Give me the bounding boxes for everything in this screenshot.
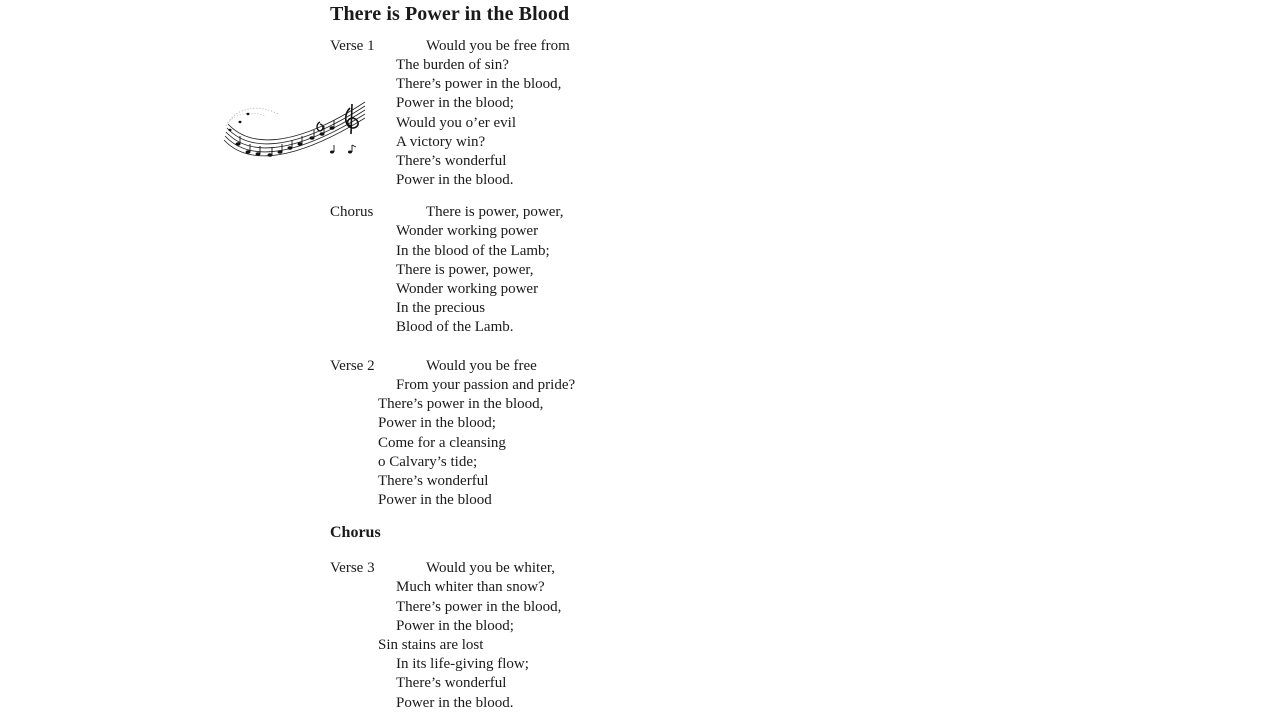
verse-2-line: Power in the blood;: [378, 415, 496, 431]
verse-3-line: There’s wonderful: [396, 675, 507, 691]
verse-2-line: Power in the blood: [378, 492, 492, 508]
verse-1-line: Would you be free from: [426, 38, 570, 54]
verse-1-line: A victory win?: [396, 134, 486, 150]
verse-2-line: o Calvary’s tide;: [378, 454, 478, 470]
music-notes-staff-icon: [220, 100, 370, 174]
verse-3-line: Much whiter than snow?: [396, 579, 545, 595]
verse-3-label: Verse 3: [330, 560, 375, 576]
chorus-line: In the blood of the Lamb;: [396, 243, 550, 259]
chorus-line: Blood of the Lamb.: [396, 319, 514, 335]
verse-1-line: Would you o’er evil: [396, 115, 517, 131]
verse-1-line: Power in the blood.: [396, 172, 514, 188]
verse-3-line: Would you be whiter,: [426, 560, 556, 576]
verse-2-line: There’s wonderful: [378, 473, 489, 489]
verse-2-line: Would you be free: [426, 358, 537, 374]
chorus-line: In the precious: [396, 300, 486, 316]
song-title: There is Power in the Blood: [330, 3, 570, 25]
chorus-line: Wonder working power: [396, 281, 539, 297]
chorus-reference: Chorus: [330, 524, 381, 541]
verse-3-line: Power in the blood.: [396, 695, 514, 711]
verse-1-label: Verse 1: [330, 38, 375, 54]
verse-1-line: The burden of sin?: [396, 57, 509, 73]
chorus-line: Wonder working power: [396, 223, 539, 239]
verse-3-line: Power in the blood;: [396, 618, 514, 634]
chorus-line: There is power, power,: [426, 204, 564, 220]
verse-3-line: In its life-giving flow;: [396, 656, 529, 672]
verse-2-label: Verse 2: [330, 358, 375, 374]
chorus-label: Chorus: [330, 204, 374, 220]
verse-3-line: Sin stains are lost: [378, 637, 484, 653]
chorus-line: There is power, power,: [396, 262, 534, 278]
verse-2-line: Come for a cleansing: [378, 435, 506, 451]
verse-1-line: There’s power in the blood,: [396, 76, 562, 92]
verse-1-line: Power in the blood;: [396, 95, 514, 111]
verse-3-line: There’s power in the blood,: [396, 599, 562, 615]
verse-2-line: There’s power in the blood,: [378, 396, 544, 412]
verse-1-line: There’s wonderful: [396, 153, 507, 169]
verse-2-line: From your passion and pride?: [396, 377, 576, 393]
